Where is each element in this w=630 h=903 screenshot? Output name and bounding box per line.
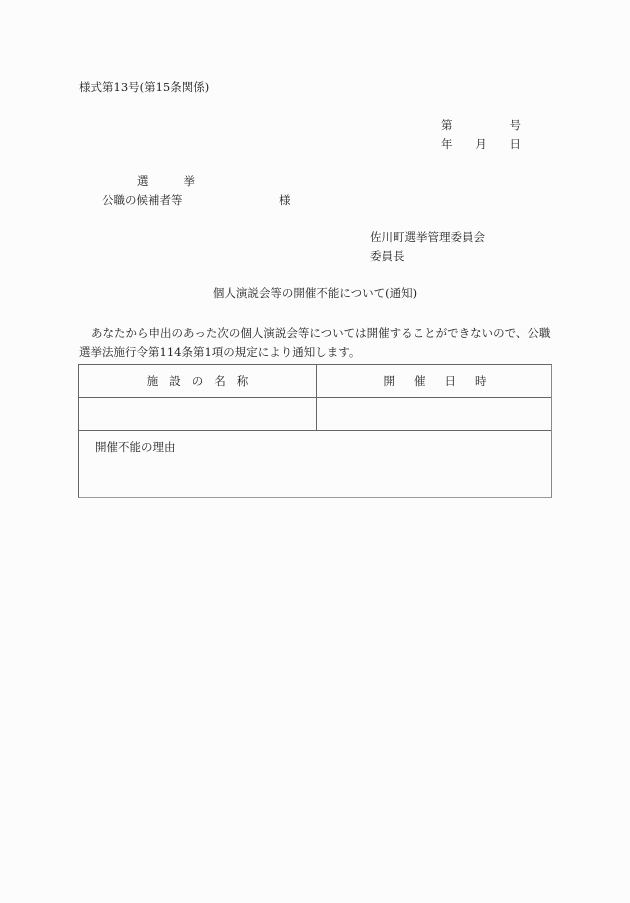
document-number-line <box>441 120 521 132</box>
issuer-title: 委員長 <box>370 249 405 263</box>
addressee-ruby-line <box>137 176 195 188</box>
reason-field[interactable] <box>79 431 551 497</box>
header-facility-name: 施設の名称 <box>146 374 260 388</box>
addressee-ruby-right: 挙 <box>183 174 195 188</box>
datetime-field[interactable] <box>317 398 553 430</box>
date-year: 年 <box>441 137 453 151</box>
header-cell-datetime <box>317 365 553 397</box>
issuer-organization: 佐川町選挙管理委員会 <box>370 230 485 244</box>
doc-number-prefix: 第 <box>441 118 453 132</box>
form-number: 様式第13号(第15条関係) <box>79 80 210 94</box>
date-month: 月 <box>475 137 487 151</box>
table-row <box>79 398 551 431</box>
addressee-ruby-left: 選 <box>137 174 149 188</box>
body-paragraph <box>79 324 553 362</box>
date-line <box>441 139 521 151</box>
date-day: 日 <box>509 137 521 151</box>
column-divider <box>316 365 317 431</box>
body-text: あなたから申出のあった次の個人演説会等については開催することができないので、公職選挙法施行令第114条第1項の規定により通知します。 <box>79 326 551 359</box>
table-header-row <box>79 365 551 398</box>
header-datetime: 開催日時 <box>383 374 506 388</box>
doc-number-suffix: 号 <box>509 118 521 132</box>
addressee-honorific: 様 <box>279 193 291 207</box>
addressee-name: 公職の候補者等 <box>102 193 183 207</box>
header-cell-facility <box>79 365 316 397</box>
reason-label: 開催不能の理由 <box>95 440 176 454</box>
document-title: 個人演説会等の開催不能について(通知) <box>212 286 418 300</box>
notice-table <box>78 364 552 498</box>
facility-name-field[interactable] <box>79 398 316 430</box>
